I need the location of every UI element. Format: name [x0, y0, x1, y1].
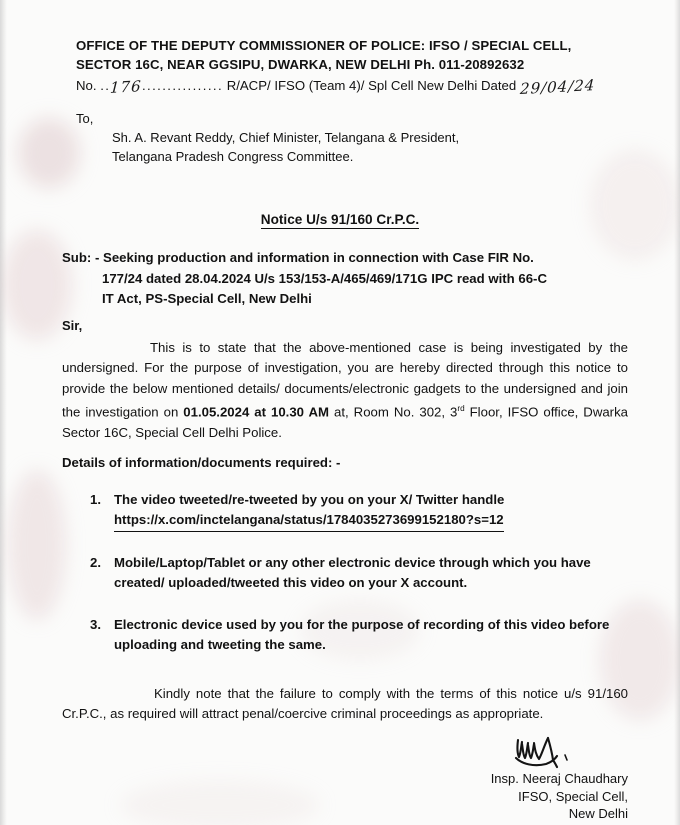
list-item-number: 3.: [90, 616, 101, 632]
list-item: [62, 615, 628, 655]
appearance-datetime: 01.05.2024 at 10.30 AM: [183, 404, 330, 420]
tweet-url-link[interactable]: https://x.com/inctelangana/status/1784035273699152180?s=12: [114, 510, 504, 532]
body-part-2-post: Floor, IFSO office, Dwarka Sector 16C, Special Cell Delhi Police.: [62, 404, 629, 441]
notice-title: [0, 212, 680, 227]
subject-block: [62, 248, 628, 310]
list-item: [62, 490, 628, 532]
body-part-1: This is to state that the above-mentioned case is being investigated by the undersigned. For the purpose of investigation, you are hereby directed through this notice to provide the below mentioned details/ documents/electronic gadgets to the undersigned and join the investigation on: [62, 340, 628, 420]
office-header-line-1: OFFICE OF THE DEPUTY COMMISSIONER OF POLICE: IFSO / SPECIAL CELL,: [76, 38, 572, 53]
to-label: To,: [76, 111, 94, 126]
reference-text: R/ACP/ IFSO (Team 4)/ Spl Cell New Delhi Dated: [226, 78, 517, 93]
signatory-location: New Delhi: [568, 806, 628, 821]
signature-block: [368, 736, 628, 823]
signatory-name: Insp. Neeraj Chaudhary: [490, 771, 628, 786]
required-documents-list: [62, 490, 628, 676]
list-item-text: The video tweeted/re-tweeted by you on your X/ Twitter handle: [114, 492, 505, 507]
handwritten-signature-icon: [368, 736, 586, 770]
subject-line-3: IT Act, PS-Special Cell, New Delhi: [102, 291, 312, 306]
closing-paragraph: Kindly note that the failure to comply with the terms of this notice u/s 91/160 Cr.P.C., as required will attract penal/coercive criminal proceedings as appropriate.: [62, 686, 628, 722]
notice-title-text: Notice U/s 91/160 Cr.P.C.: [260, 212, 420, 227]
addressee-block: [112, 128, 632, 166]
list-item-text: Mobile/Laptop/Tablet or any other electronic device through which you have created/ uploaded/tweeted this video on your X account.: [114, 554, 591, 590]
addressee-line-2: Telangana Pradesh Congress Committee.: [112, 149, 354, 164]
body-paragraph: [62, 338, 628, 443]
signatory-designation: IFSO, Special Cell,: [518, 788, 628, 804]
handwritten-date: 29/04/24: [519, 75, 596, 99]
dotted-leader-pre: ..: [100, 78, 111, 93]
subject-label: Sub: -: [62, 250, 100, 265]
office-header-line-2: SECTOR 16C, NEAR GGSIPU, DWARKA, NEW DELHI Ph. 011-20892632: [76, 57, 525, 72]
details-heading: Details of information/documents required: -: [62, 455, 341, 470]
addressee-line-1: Sh. A. Revant Reddy, Chief Minister, Telangana & President,: [112, 130, 460, 145]
signatory-details: [368, 770, 628, 823]
subject-line-2: 177/24 dated 28.04.2024 U/s 153/153-A/465/469/171G IPC read with 66-C: [102, 270, 547, 286]
ordinal-suffix: rd: [457, 404, 465, 414]
dotted-leader-post: ................: [141, 78, 224, 93]
list-item-number: 2.: [90, 554, 101, 570]
number-label: No.: [76, 78, 97, 93]
salutation: Sir,: [62, 318, 83, 333]
reference-number-line: [76, 76, 636, 97]
subject-line-1: Seeking production and information in connection with Case FIR No.: [103, 250, 534, 265]
list-item-text: Electronic device used by you for the purpose of recording of this video before uploading and tweeting the same.: [114, 616, 610, 652]
body-part-2-pre: at, Room No. 302, 3: [329, 404, 458, 420]
handwritten-file-number: 176: [109, 77, 143, 97]
list-item: [62, 553, 628, 593]
list-item-number: 1.: [90, 492, 101, 507]
